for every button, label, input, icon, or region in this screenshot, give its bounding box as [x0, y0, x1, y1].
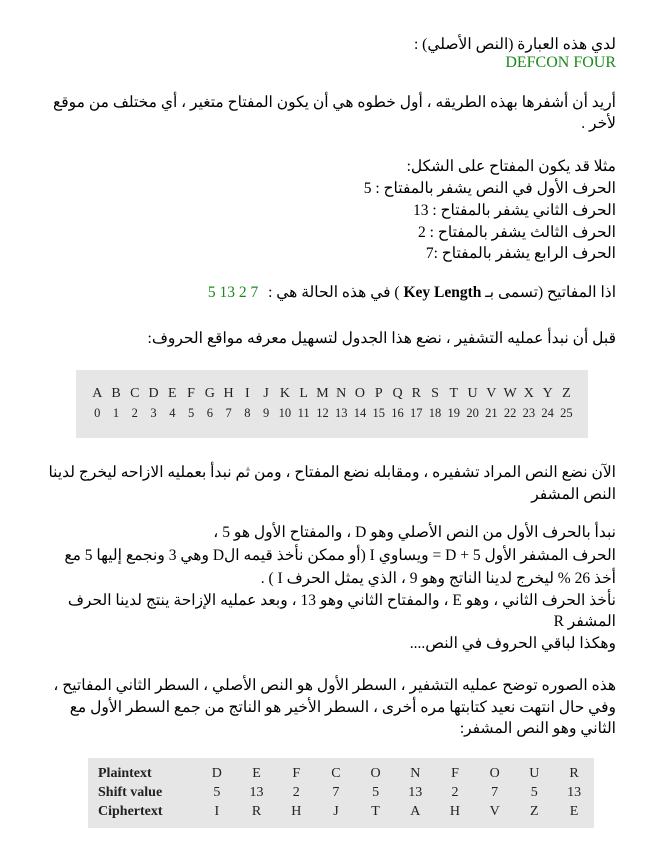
alphabet-number: 24: [541, 406, 554, 420]
keys-suffix: ) في هذه الحالة هي :: [268, 284, 400, 301]
shift-table-grid: [98, 764, 594, 821]
alphabet-letter: Z: [562, 386, 571, 401]
alphabet-number: 19: [447, 406, 461, 420]
shift-table-cell: I: [214, 803, 220, 819]
shift-table-cell: N: [410, 765, 421, 781]
shift-table-cell: 2: [292, 784, 300, 800]
alphabet-number: 8: [244, 406, 251, 420]
shift-table-cell: 5: [372, 784, 380, 800]
shift-row-label: Shift value: [98, 784, 163, 800]
shift-table-cell: 5: [213, 784, 221, 800]
para4-line1: هذه الصوره توضح عمليه التشفير ، السطر الأول هو النص الأصلي ، السطر الثاني المفاتيح ،: [53, 677, 616, 694]
shift-table-cell: E: [252, 765, 261, 781]
alphabet-number: 18: [428, 406, 442, 420]
alphabet-letter: O: [354, 386, 366, 401]
alphabet-number: 13: [334, 406, 348, 420]
shift-table-cell: E: [569, 803, 579, 819]
alphabet-number: 2: [131, 406, 138, 420]
alphabet-letter: W: [503, 386, 517, 401]
alphabet-letter: A: [92, 386, 103, 401]
alphabet-letter: Y: [542, 386, 553, 401]
alphabet-letter: C: [130, 386, 140, 401]
alphabet-table: [76, 370, 588, 438]
para2-line1: الآن نضع النص المراد تشفيره ، ومقابله نضع المفتاح ، ومن ثم نبدأ بعمليه الازاحه ليخرج لدينا: [48, 464, 616, 481]
alphabet-letter: R: [411, 386, 421, 401]
shift-table-cell: C: [331, 765, 341, 781]
shift-table-cell: V: [489, 803, 500, 819]
alphabet-number: 6: [206, 406, 213, 420]
example-heading: مثلا قد يكون المفتاح على الشكل:: [406, 158, 616, 175]
key-length-term: Key Length: [403, 284, 482, 301]
alphabet-letter: M: [316, 386, 329, 401]
intro-line: لدي هذه العبارة (النص الأصلي) :: [414, 36, 616, 53]
alphabet-letter: B: [111, 386, 121, 401]
alphabet-number: 23: [522, 406, 536, 420]
shift-table-cell: R: [569, 765, 579, 781]
shift-table-cell: U: [529, 765, 540, 781]
alphabet-letter: N: [336, 386, 347, 401]
alphabet-number: 10: [278, 406, 292, 420]
shift-table-cell: 13: [408, 784, 423, 800]
shift-table-cell: O: [370, 765, 381, 781]
alphabet-number: 20: [466, 406, 479, 420]
alphabet-number: 14: [353, 406, 367, 420]
alphabet-number: 25: [560, 406, 573, 420]
para3-line2: الحرف المشفر الأول D + 5 = ويساوي I (أو ممكن نأخذ قيمه الD وهي 3 ونجمع إليها 5 مع: [64, 547, 616, 564]
shift-table-cell: R: [251, 803, 262, 819]
alphabet-number: 11: [297, 406, 310, 420]
keys-values: 5 13 2 7: [207, 284, 259, 301]
para1-line2: لأخر .: [581, 115, 616, 132]
shift-table-cell: 13: [249, 784, 264, 800]
shift-table-cell: 5: [530, 784, 538, 800]
shift-table-cell: F: [292, 765, 301, 781]
shift-table-cell: 7: [332, 784, 340, 800]
original-text: DEFCON FOUR: [505, 54, 616, 71]
keys-prefix: اذا المفاتيح (تسمى بـ: [485, 284, 616, 301]
alphabet-letter: V: [486, 386, 497, 401]
alphabet-letter: E: [168, 386, 177, 401]
alphabet-number: 21: [485, 406, 498, 420]
alphabet-letter: Q: [392, 386, 403, 401]
alphabet-number: 16: [391, 406, 404, 420]
para2-line2: النص المشفر: [531, 486, 616, 503]
alphabet-number: 0: [94, 406, 101, 420]
alphabet-letter: P: [374, 386, 383, 401]
para1-line1: أريد أن أشفرها بهذه الطريقه ، أول خطوه هي أن يكون المفتاح متغير ، أي مختلف من موقع: [53, 94, 616, 111]
keys-line: [40, 282, 616, 304]
shift-row-label: Ciphertext: [98, 803, 163, 819]
alphabet-letter: H: [223, 386, 234, 401]
alphabet-letter: S: [431, 386, 439, 401]
shift-table-cell: H: [449, 803, 461, 819]
para4-line2: وفي حال انتهت نعيد كتابتها مره أخرى ، السطر الأخير هو الناتج من جمع السطر الأول مع: [69, 699, 616, 716]
alphabet-number: 1: [112, 406, 120, 420]
alphabet-number: 5: [187, 406, 195, 420]
example-key3: الحرف الثالث يشفر بالمفتاح : 2: [418, 224, 616, 241]
alphabet-letter: F: [187, 386, 195, 401]
shift-table-row: [98, 764, 594, 783]
shift-table-cell: F: [451, 765, 459, 781]
alphabet-number: 4: [169, 406, 176, 420]
alphabet-letter: I: [245, 386, 250, 401]
para3-line6: وهكذا لباقي الحروف في النص....: [409, 635, 616, 652]
shift-row-label: Plaintext: [98, 765, 152, 781]
alphabet-numbers-row: [88, 406, 576, 421]
example-key4: الحرف الرابع يشفر بالمفتاح :7: [425, 245, 616, 262]
alphabet-number: 3: [150, 406, 157, 420]
alphabet-letter: G: [204, 386, 215, 401]
shift-table-cell: O: [489, 765, 500, 781]
example-key2: الحرف الثاني يشفر بالمفتاح : 13: [413, 202, 616, 219]
table-intro: قبل أن نبدأ عمليه التشفير ، نضع هذا الجدول لتسهيل معرفه مواقع الحروف:: [147, 330, 616, 347]
alphabet-letter: D: [148, 386, 159, 401]
shift-table-row: [98, 802, 594, 821]
shift-table-cell: H: [291, 803, 302, 819]
alphabet-letter: T: [449, 386, 459, 401]
para3-line4: نأخذ الحرف الثاني ، وهو E ، والمفتاح الثاني وهو 13 ، وبعد عمليه الإزاحة ينتج لدينا الحرف: [67, 592, 616, 609]
shift-table-cell: Z: [530, 803, 539, 819]
para3-line5: المشفر R: [553, 613, 616, 630]
alphabet-letter: U: [467, 386, 478, 401]
alphabet-number: 15: [372, 406, 385, 420]
shift-table-cell: 2: [451, 784, 459, 800]
shift-table-cell: A: [410, 803, 421, 819]
shift-table-cell: 13: [567, 784, 582, 800]
shift-table-cell: J: [333, 803, 339, 819]
alphabet-letter: L: [299, 386, 308, 401]
alphabet-letter: X: [523, 386, 534, 401]
para3-line1: نبدأ بالحرف الأول من النص الأصلي وهو D ، والمفتاح الأول هو 5 ،: [213, 524, 616, 541]
shift-table-cell: D: [211, 765, 222, 781]
alphabet-number: 22: [503, 406, 517, 420]
para4-line3: الثاني وهو النص المشفر:: [459, 720, 616, 737]
alphabet-number: 12: [316, 406, 329, 420]
shift-table: [88, 758, 594, 828]
alphabet-number: 17: [410, 406, 423, 420]
shift-table-cell: 7: [491, 784, 499, 800]
alphabet-number: 9: [263, 406, 270, 420]
alphabet-number: 7: [225, 406, 232, 420]
example-key1: الحرف الأول في النص يشفر بالمفتاح : 5: [363, 180, 616, 197]
alphabet-letters-row: [88, 386, 576, 402]
shift-table-row: [98, 783, 594, 802]
para3-line3: أخذ 26 % ليخرج لدينا الناتج وهو 9 ، الذي يمثل الحرف I ) .: [260, 570, 616, 587]
alphabet-letter: J: [263, 386, 269, 401]
shift-table-cell: T: [371, 803, 380, 819]
alphabet-letter: K: [279, 386, 290, 401]
